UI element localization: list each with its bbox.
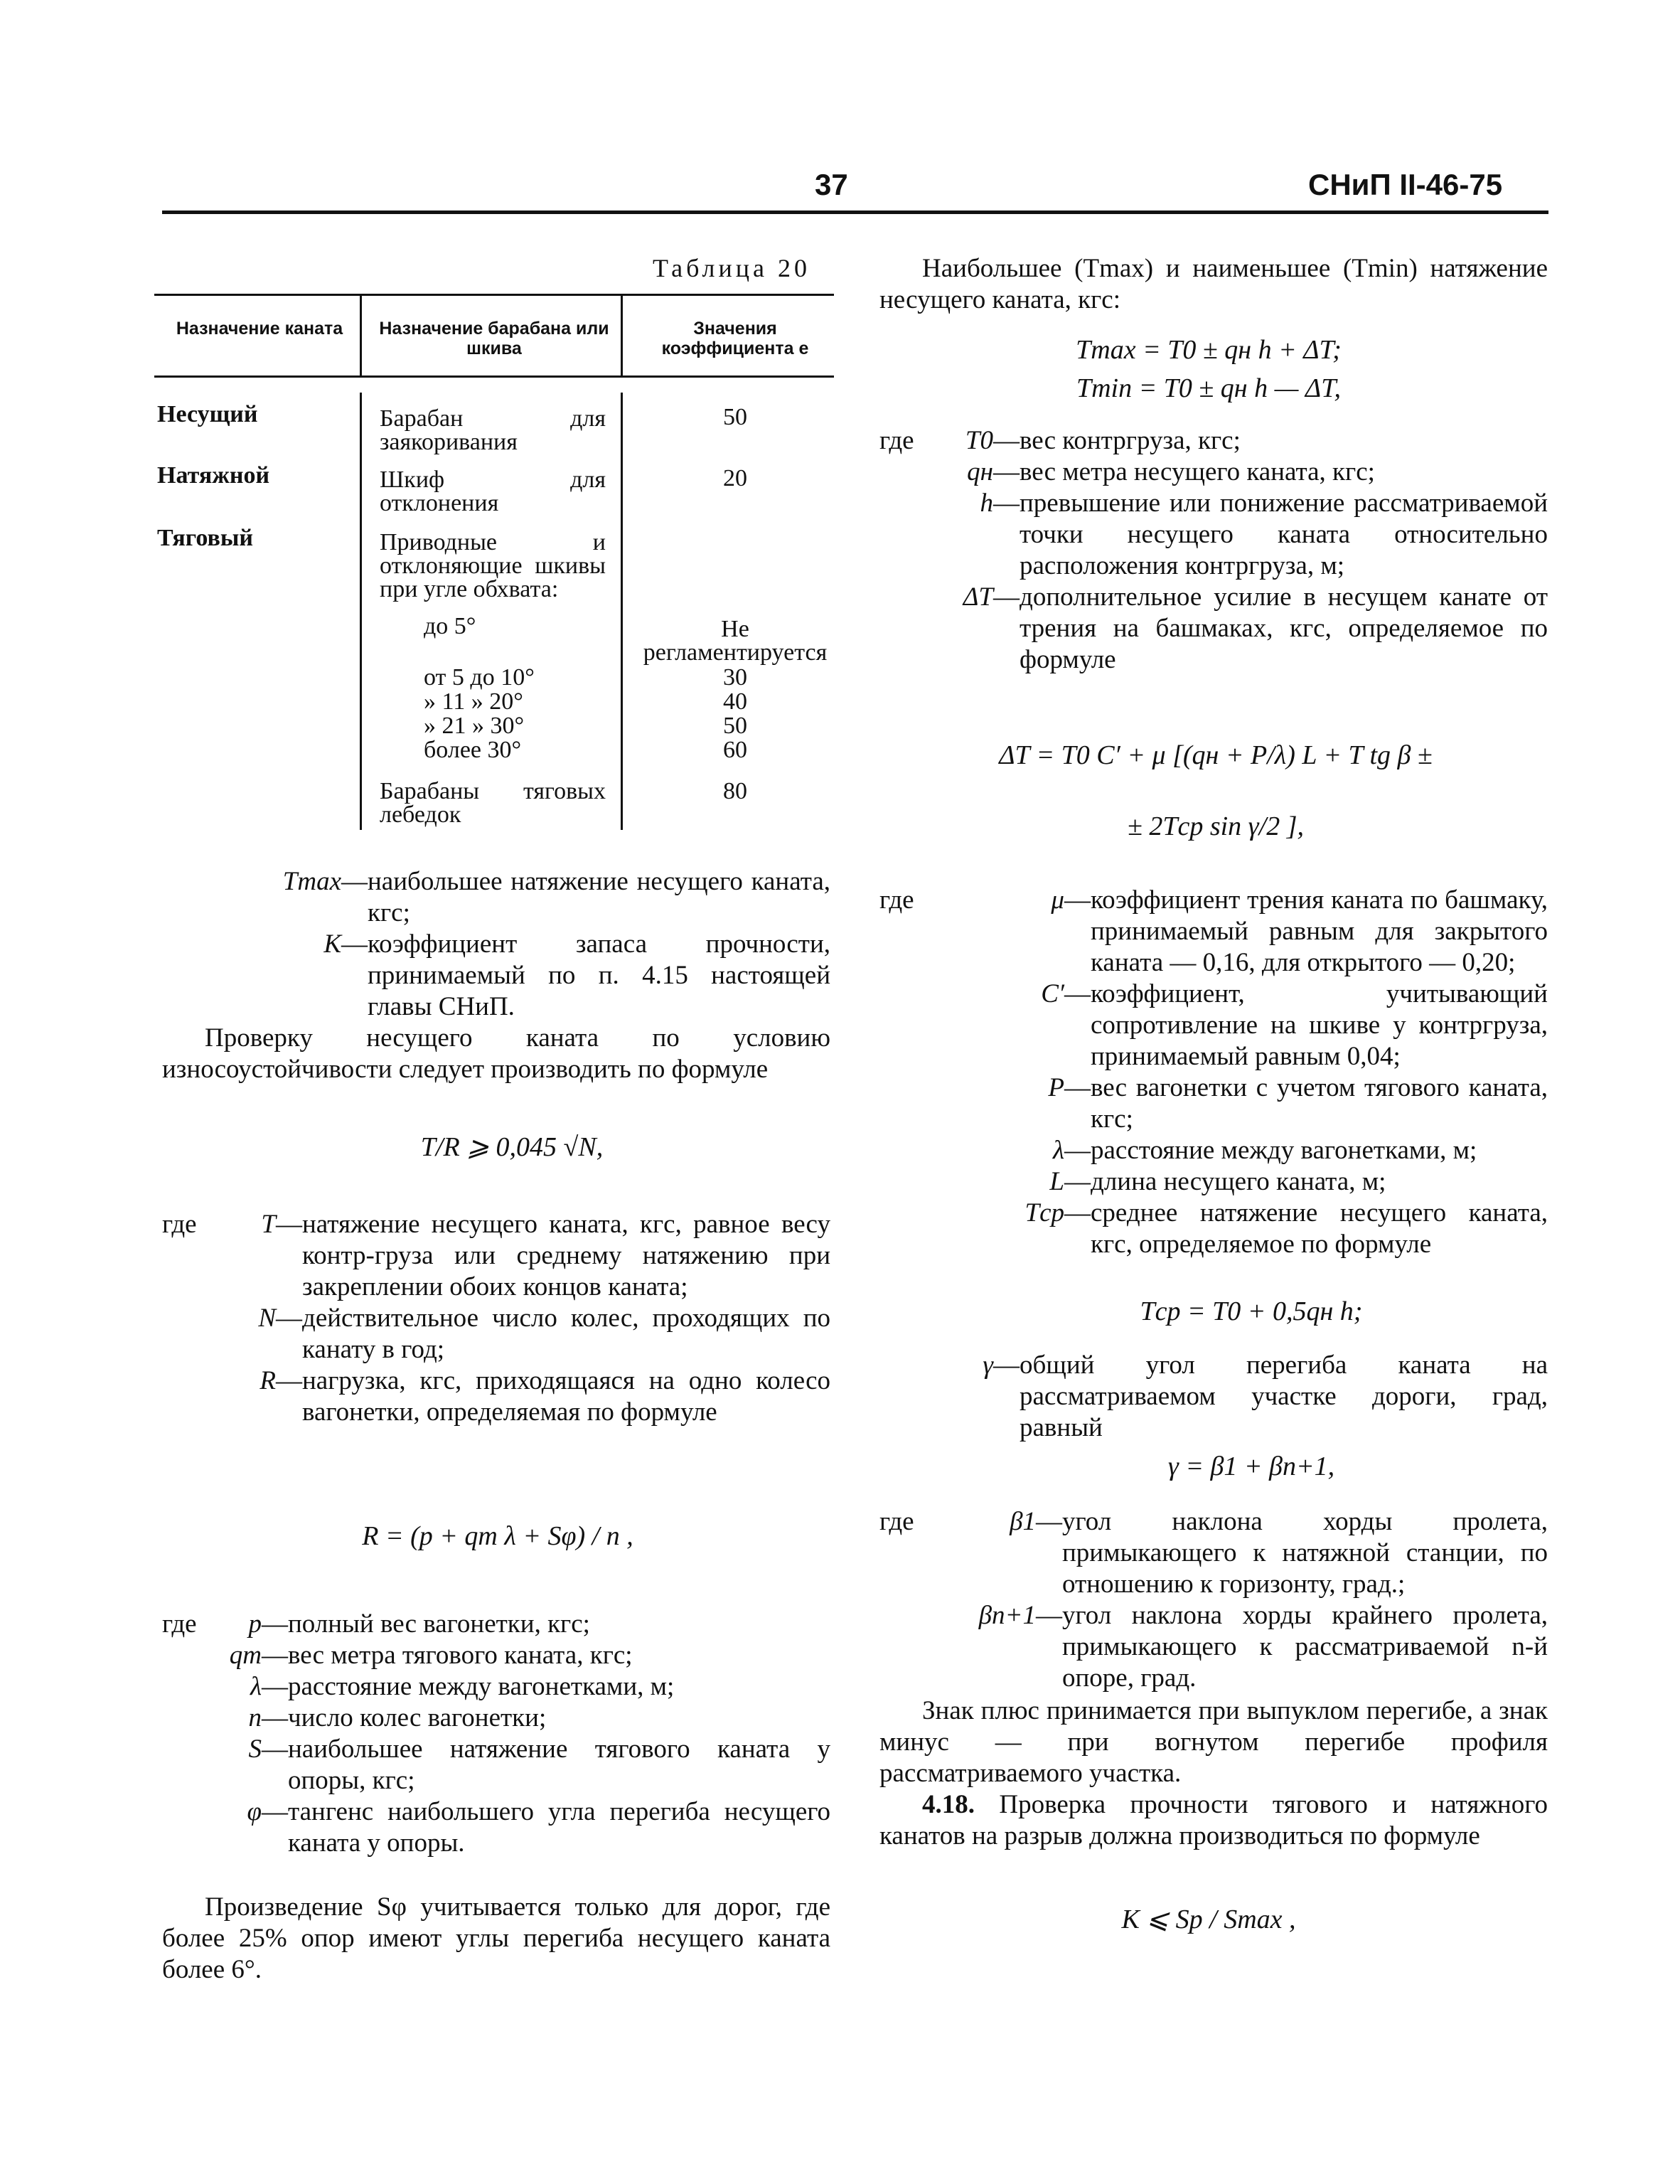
definition-item: где T — натяжение несущего каната, кгс, равное весу контр-груза или среднему натяжению при закреплении обоих концов каната; bbox=[162, 1210, 830, 1301]
where-label: где bbox=[162, 1609, 197, 1639]
definition-text: расстояние между вагонетками, м; bbox=[288, 1672, 675, 1701]
table-caption: Таблица 20 bbox=[653, 254, 810, 282]
definition-symbol: ΔT bbox=[963, 582, 993, 612]
definition-item: βn+1 — угол наклона хорды крайнего пролета, примыкающего к рассматриваемой n-й опоре, град. bbox=[879, 1600, 1548, 1694]
definition-text: наибольшее натяжение тягового каната у опоры, кгс; bbox=[288, 1735, 830, 1795]
formula-wheel-load: R = (p + qт λ + Sφ) / n , bbox=[362, 1521, 633, 1551]
definition-symbol: λ bbox=[1052, 1136, 1064, 1165]
definition-symbol: S bbox=[248, 1735, 262, 1764]
right-definitions-2 bbox=[879, 885, 1548, 1260]
right-definitions-3 bbox=[879, 1506, 1548, 1694]
definition-text: угол наклона хорды пролета, примыкающего к натяжной станции, по отношению к горизонту, град.; bbox=[1062, 1507, 1548, 1599]
formula-delta-t-line-2: ± 2Tср sin γ/2 ], bbox=[1127, 811, 1305, 841]
definition-symbol: qт bbox=[229, 1641, 262, 1670]
left-definitions-3 bbox=[162, 1609, 830, 1859]
right-definitions-1 bbox=[879, 425, 1548, 676]
table-header-drum: Назначение барабана или шкива bbox=[379, 319, 609, 358]
definition-symbol: p bbox=[248, 1609, 262, 1639]
definition-text: вес метра тягового каната, кгс; bbox=[288, 1641, 633, 1670]
table-vrule bbox=[360, 296, 362, 375]
definition-text: вес контргруза, кгс; bbox=[1020, 426, 1241, 455]
definition-symbol: Tср bbox=[1024, 1198, 1064, 1227]
table-cell-drum: от 5 до 10° bbox=[424, 664, 535, 691]
table-cell-value: 40 bbox=[723, 688, 747, 715]
table-cell-rope: Натяжной bbox=[157, 462, 270, 489]
table-cell-drum: » 11 » 20° bbox=[424, 688, 523, 715]
definition-symbol: n bbox=[248, 1703, 262, 1732]
table-cell-value: 80 bbox=[723, 778, 747, 804]
definition-symbol: h bbox=[980, 489, 993, 518]
definition-text: число колес вагонетки; bbox=[288, 1703, 547, 1732]
definition-item: L — длина несущего каната, м; bbox=[879, 1166, 1548, 1198]
left-paragraph-2: Произведение Sφ учитывается только для дорог, где более 25% опор имеют углы перегиба несущего каната более 6°. bbox=[162, 1892, 830, 1984]
definition-text: натяжение несущего каната, кгс, равное весу контр-груза или среднему натяжению при закреплении обоих концов каната; bbox=[302, 1210, 830, 1301]
table-cell-drum: Барабан для заякоривания bbox=[380, 405, 606, 455]
definition-item: qт — вес метра тягового каната, кгс; bbox=[162, 1640, 830, 1671]
definition-item: ΔT — дополнительное усилие в несущем канате от трения на башмаках, кгс, определяемое по формуле bbox=[879, 582, 1548, 676]
table-header-rule bbox=[154, 375, 834, 378]
right-definition-gamma bbox=[879, 1350, 1548, 1444]
table-header-rope: Назначение каната bbox=[176, 319, 343, 339]
definition-symbol: Tmax bbox=[282, 867, 341, 896]
page-number: 37 bbox=[815, 168, 848, 201]
where-label: где bbox=[879, 1507, 914, 1536]
definition-item: λ — расстояние между вагонетками, м; bbox=[162, 1671, 830, 1703]
definition-symbol: λ bbox=[250, 1672, 262, 1701]
formula-tcp: Tср = T0 + 0,5qн h; bbox=[1140, 1296, 1363, 1326]
definition-item: где T0 — вес контргруза, кгс; bbox=[879, 425, 1548, 457]
definition-text: полный вес вагонетки, кгс; bbox=[288, 1609, 590, 1639]
where-label: где bbox=[879, 426, 914, 455]
table-cell-value: 50 bbox=[723, 713, 747, 739]
definition-symbol: R bbox=[260, 1366, 276, 1395]
table-top-rule bbox=[154, 294, 834, 296]
table-cell-rope: Несущий bbox=[157, 401, 258, 427]
definition-text: расстояние между вагонетками, м; bbox=[1091, 1136, 1477, 1165]
definition-item: n — число колес вагонетки; bbox=[162, 1703, 830, 1734]
where-label: где bbox=[162, 1210, 197, 1239]
definition-symbol: T0 bbox=[965, 426, 993, 455]
definition-text: коэффициент запаса прочности, принимаемый по п. 4.15 настоящей главы СНиП. bbox=[368, 929, 830, 1021]
definition-text: вес вагонетки с учетом тягового каната, кгс; bbox=[1091, 1073, 1548, 1134]
definition-item: где β1 — угол наклона хорды пролета, примыкающего к натяжной станции, по отношению к горизонту, град.; bbox=[879, 1507, 1548, 1599]
definition-symbol: C′ bbox=[1041, 979, 1064, 1008]
table-cell-drum: Барабаны тяговых лебедок bbox=[380, 778, 606, 828]
right-paragraph-2: Знак плюс принимается при выпуклом перегибе, а знак минус — при вогнутом перегибе профиля рассматриваемого участка. bbox=[879, 1696, 1548, 1788]
definition-symbol: P bbox=[1048, 1073, 1064, 1102]
definition-text: действительное число колес, проходящих по канату в год; bbox=[302, 1304, 830, 1364]
table-cell-rope: Тяговый bbox=[157, 525, 254, 551]
table-cell-drum: более 30° bbox=[424, 737, 522, 763]
definition-item: R — нагрузка, кгс, приходящаяся на одно колесо вагонетки, определяемая по формуле bbox=[162, 1365, 830, 1428]
definition-item: C′ — коэффициент, учитывающий сопротивление на шкиве у контргруза, принимаемый равным 0,04; bbox=[879, 979, 1548, 1072]
definition-symbol: K bbox=[323, 929, 341, 959]
definition-item: qн — вес метра несущего каната, кгс; bbox=[879, 457, 1548, 488]
table-cell-value: 20 bbox=[723, 465, 747, 491]
table-cell-drum: до 5° bbox=[424, 613, 476, 639]
definition-text: вес метра несущего каната, кгс; bbox=[1020, 457, 1375, 486]
formula-strength: K ⩽ Sр / Smax , bbox=[1121, 1905, 1296, 1934]
clause-text: Проверка прочности тягового и натяжного канатов на разрыв должна производиться по формуле bbox=[879, 1790, 1548, 1850]
definition-symbol: qн bbox=[967, 457, 993, 486]
definition-item: K — коэффициент запаса прочности, принимаемый по п. 4.15 настоящей главы СНиП. bbox=[162, 929, 830, 1023]
definition-symbol: γ bbox=[983, 1351, 993, 1380]
header-rule bbox=[162, 211, 1548, 214]
clause-number: 4.18. bbox=[922, 1790, 975, 1819]
definition-item: Tср — среднее натяжение несущего каната, кгс, определяемое по формуле bbox=[879, 1198, 1548, 1260]
table-header-coefficient: Значения коэффициента e bbox=[661, 319, 809, 358]
table-cell-value: 60 bbox=[723, 737, 747, 763]
definition-text: длина несущего каната, м; bbox=[1091, 1167, 1386, 1196]
definition-text: тангенс наибольшего угла перегиба несущего каната у опоры. bbox=[288, 1797, 830, 1858]
definition-text: коэффициент, учитывающий сопротивление на шкиве у контргруза, принимаемый равным 0,04; bbox=[1091, 979, 1548, 1071]
definition-symbol: μ bbox=[1051, 885, 1064, 915]
table-cell-drum: » 21 » 30° bbox=[424, 713, 525, 739]
definition-text: дополнительное усилие в несущем канате от трения на башмаках, кгс, определяемое по формуле bbox=[1020, 582, 1548, 674]
definition-item: Tmax — наибольшее натяжение несущего каната, кгс; bbox=[162, 866, 830, 929]
table-cell-value: Не регламентируется bbox=[643, 616, 828, 666]
definition-item: S — наибольшее натяжение тягового каната у опоры, кгс; bbox=[162, 1734, 830, 1796]
formula-tmax: Tmax = T0 ± qн h + ΔT; bbox=[1076, 335, 1342, 365]
definition-text: общий угол перегиба каната на рассматриваемом участке дороги, град, равный bbox=[1020, 1351, 1548, 1442]
right-paragraph-1: Наибольшее (Tmax) и наименьшее (Tmin) натяжение несущего каната, кгс: bbox=[879, 254, 1548, 314]
table-cell-drum: Приводные и отклоняющие шкивы при угле обхвата: bbox=[380, 529, 606, 602]
definition-text: наибольшее натяжение несущего каната, кгс; bbox=[368, 867, 830, 927]
table-vrule bbox=[621, 393, 623, 830]
definition-item: где μ — коэффициент трения каната по башмаку, принимаемый равным для закрытого каната — 0,16, для открытого — 0,20; bbox=[879, 885, 1548, 977]
right-paragraph-3 bbox=[879, 1789, 1548, 1852]
document-code: СНиП II-46-75 bbox=[1308, 168, 1503, 201]
definition-item: φ — тангенс наибольшего угла перегиба несущего каната у опоры. bbox=[162, 1796, 830, 1859]
formula-tmin: Tmin = T0 ± qн h — ΔT, bbox=[1076, 373, 1342, 403]
formula-wear: T/R ⩾ 0,045 √N, bbox=[420, 1132, 604, 1162]
definition-symbol: L bbox=[1049, 1167, 1064, 1196]
definition-item: h — превышение или понижение рассматриваемой точки несущего каната относительно расположения контргруза, м; bbox=[879, 488, 1548, 582]
table-vrule bbox=[621, 296, 623, 375]
definition-symbol: N bbox=[258, 1304, 276, 1333]
definition-text: нагрузка, кгс, приходящаяся на одно колесо вагонетки, определяемая по формуле bbox=[302, 1366, 830, 1427]
formula-delta-t-line-1: ΔT = T0 C′ + μ [(qн + P/λ) L + T tg β ± bbox=[999, 740, 1433, 770]
left-definitions-2 bbox=[162, 1209, 830, 1428]
left-definitions-1 bbox=[162, 866, 830, 1023]
definition-text: превышение или понижение рассматриваемой точки несущего каната относительно расположения контргруза, м; bbox=[1020, 489, 1548, 580]
definition-text: коэффициент трения каната по башмаку, принимаемый равным для закрытого каната — 0,16, для открытого — 0,20; bbox=[1091, 885, 1548, 977]
table-cell-drum: Шкиф для отклонения bbox=[380, 467, 606, 516]
table-vrule bbox=[360, 393, 362, 830]
definition-symbol: βn+1 bbox=[978, 1601, 1036, 1630]
definition-text: угол наклона хорды крайнего пролета, примыкающего к рассматриваемой n-й опоре, град. bbox=[1062, 1601, 1548, 1693]
definition-symbol: φ bbox=[247, 1797, 262, 1826]
definition-item: N — действительное число колес, проходящих по канату в год; bbox=[162, 1303, 830, 1365]
formula-gamma: γ = β1 + βn+1, bbox=[1167, 1451, 1335, 1481]
definition-item: γ — общий угол перегиба каната на рассматриваемом участке дороги, град, равный bbox=[879, 1350, 1548, 1444]
definition-symbol: β1 bbox=[1010, 1507, 1036, 1536]
definition-item: λ — расстояние между вагонетками, м; bbox=[879, 1135, 1548, 1166]
table-cell-value: 50 bbox=[723, 404, 747, 430]
definition-text: среднее натяжение несущего каната, кгс, определяемое по формуле bbox=[1091, 1198, 1548, 1259]
where-label: где bbox=[879, 885, 914, 915]
definition-symbol: T bbox=[261, 1210, 276, 1239]
definition-item: P — вес вагонетки с учетом тягового каната, кгс; bbox=[879, 1072, 1548, 1135]
table-cell-value: 30 bbox=[723, 664, 747, 691]
definition-item: где p — полный вес вагонетки, кгс; bbox=[162, 1609, 830, 1640]
left-paragraph-1: Проверку несущего каната по условию износоустойчивости следует производить по формуле bbox=[162, 1023, 830, 1084]
